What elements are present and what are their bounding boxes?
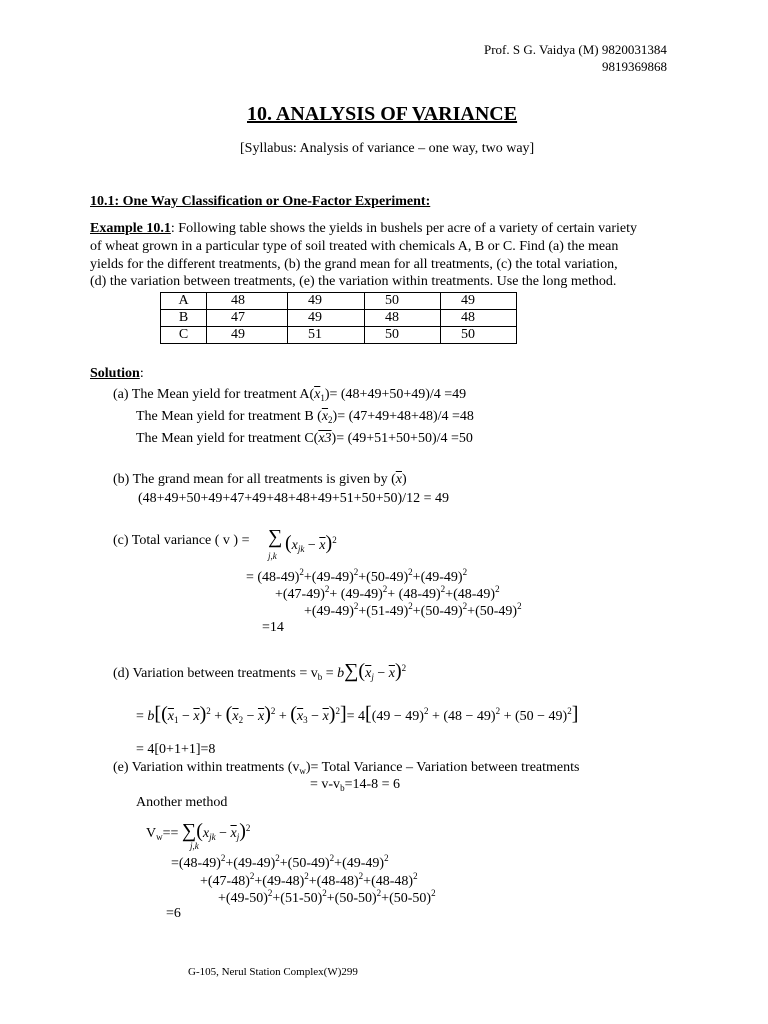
part-c-line-3: $+(47-49)^2+ (49-49)^2+ (48-49)^2+(48-49)^2$ bbox=[275, 584, 500, 602]
page-title: 10. ANALYSIS OF VARIANCE bbox=[247, 103, 518, 125]
syllabus: [Syllabus: Analysis of variance – one way, two way] bbox=[240, 141, 535, 156]
example-line-3: yields for the different treatments, (b) the grand mean for all treatments, (c) the total variation, bbox=[90, 257, 618, 272]
footer: G-105, Nerul Station Complex(W)299 bbox=[188, 966, 358, 978]
part-d-result: = 4[0+1+1]=8 bbox=[136, 742, 216, 757]
example-line-2: of wheat grown in a particular type of soil treated with chemicals A, B or C. Find (a) the mean bbox=[90, 239, 619, 254]
part-c-line-2: = $(48-49)^2+(49-49)^2+(50-49)^2+(49-49)^2$ bbox=[246, 567, 468, 585]
part-e-line-1: (e) Variation within treatments $(v_w)=$ Total Variance – Variation between treatments bbox=[113, 760, 580, 776]
part-e-line-5: $+(49-50)^2+(51-50)^2+(50-50)^2+(50-50)^2$ bbox=[218, 888, 436, 906]
part-a-line-3: The Mean yield for treatment C(x3)= (49+51+50+50)/4 =50 bbox=[136, 431, 473, 446]
formula-c: $(x_{jk} - \overline{x})^2$ bbox=[285, 532, 337, 554]
part-e-line-3: $=(48-49)^2+(49-49)^2+(50-49)^2+(49-49)^2$ bbox=[171, 853, 389, 871]
part-a-line-2: The Mean yield for treatment B $(\overline{x}_2)= (47+49+48+48)/4 =48$ bbox=[136, 409, 474, 425]
table-row: A 48 49 50 49 bbox=[161, 293, 517, 310]
yield-table bbox=[160, 292, 517, 344]
part-e-line-4: $+(47-48)^2+(49-48)^2+(48-48)^2+(48-48)^2$ bbox=[200, 871, 418, 889]
example-line-4: (d) the variation between treatments, (e) the variation within treatments. Use the long method. bbox=[90, 274, 617, 289]
sum-index-e: j,k bbox=[190, 841, 199, 851]
example-label: Example 10.1 bbox=[90, 221, 171, 236]
example-line-1: Example 10.1: Following table shows the yields in bushels per acre of a variety of certain variety bbox=[90, 221, 638, 236]
sum-index-c: j,k bbox=[268, 551, 277, 561]
section-heading: 10.1: One Way Classification or One-Factor Experiment: bbox=[90, 194, 431, 209]
another-method: Another method bbox=[136, 795, 228, 810]
part-c-lead: (c) Total variance ( v ) = bbox=[113, 533, 250, 548]
part-e-result: =6 bbox=[166, 906, 181, 921]
part-c-line-4: $+(49-49)^2+(51-49)^2+(50-49)^2+(50-49)^2$ bbox=[304, 601, 522, 619]
part-a-line-1: (a) The Mean yield for treatment $A(\overline{x}_1)= (48+49+50+49)/4 =49$ bbox=[113, 387, 467, 403]
part-d-lead: (d) Variation between treatments = $v_b = b\sum(\overline{x}_j - \overline{x})^2$ bbox=[113, 660, 407, 682]
part-e-line-2: = $v-v_b=14-8 = 6$ bbox=[310, 777, 401, 793]
table-row: B 47 49 48 48 bbox=[161, 310, 517, 327]
sum-sigma-c: ∑ bbox=[268, 526, 283, 548]
header-phone: 9819369868 bbox=[602, 59, 667, 74]
header-author: Prof. S G. Vaidya (M) 9820031384 bbox=[484, 42, 667, 57]
solution-label: Solution: bbox=[90, 366, 144, 381]
part-b-line-1: (b) The grand mean for all treatments is given by $(\overline{x})$ bbox=[113, 472, 407, 487]
part-b-line-2: (48+49+50+49+47+49+48+48+49+51+50+50)/12 = 49 bbox=[138, 491, 449, 506]
vw-formula: $V_w== \sum(x_{jk} - \overline{x}_j)^2$ bbox=[146, 820, 251, 842]
part-d-line-2: = $b[(\overline{x}_1 - \overline{x})^2 + (\overline{x}_2 - \overline{x})^2 + (\overline{x}_3 - \overline{x})^2]= 4[(49 - 49)^2 + (48 - 49)^2 + (50 - 49)^2]$ bbox=[136, 703, 579, 725]
part-c-result: =14 bbox=[262, 620, 284, 635]
table-row: C 49 51 50 50 bbox=[161, 327, 517, 344]
